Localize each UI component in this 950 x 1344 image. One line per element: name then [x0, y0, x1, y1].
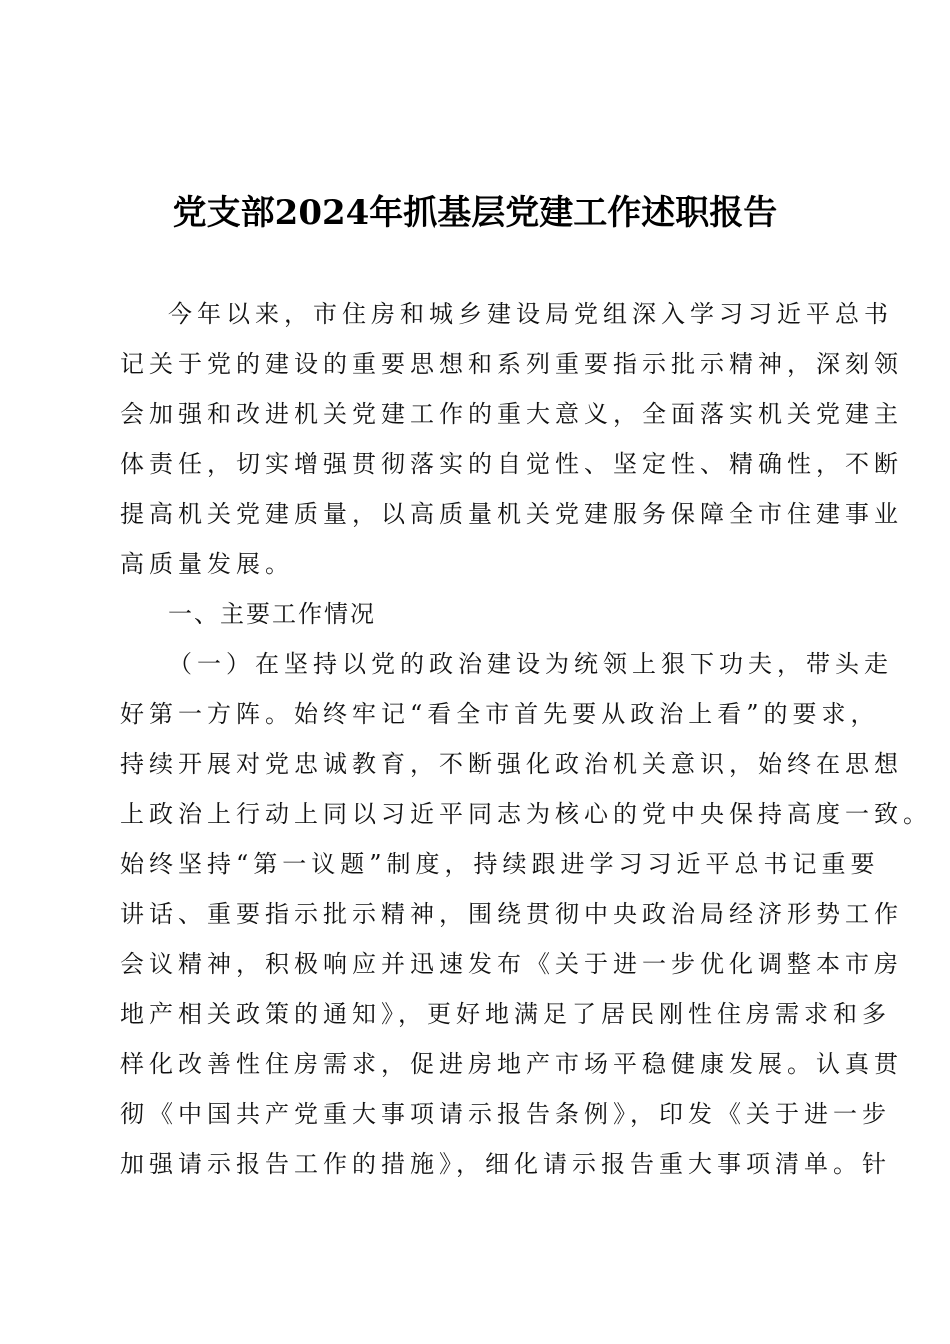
paragraph-line: 今年以来，市住房和城乡建设局党组深入学习习近平总书	[168, 300, 893, 328]
paragraph-line: 好第一方阵。始终牢记“看全市首先要从政治上看”的要求，	[120, 700, 880, 728]
paragraph-line: 始终坚持“第一议题”制度，持续跟进学习习近平总书记重要	[120, 850, 880, 878]
paragraph-line: 地产相关政策的通知》，更好地满足了居民刚性住房需求和多	[120, 1000, 891, 1028]
section-heading: 一、主要工作情况	[168, 600, 376, 628]
paragraph-line: （一）在坚持以党的政治建设为统领上狠下功夫，带头走	[168, 650, 893, 678]
paragraph-line: 持续开展对党忠诚教育，不断强化政治机关意识，始终在思想	[120, 750, 903, 778]
document-title: 党支部2024年抓基层党建工作述职报告	[172, 193, 778, 233]
paragraph-line: 高质量发展。	[120, 550, 294, 578]
paragraph-line: 彻《中国共产党重大事项请示报告条例》，印发《关于进一步	[120, 1100, 891, 1128]
paragraph-line: 提高机关党建质量，以高质量机关党建服务保障全市住建事业	[120, 500, 903, 528]
paragraph-line: 体责任，切实增强贯彻落实的自觉性、坚定性、精确性，不断	[120, 450, 903, 478]
paragraph-line: 会加强和改进机关党建工作的重大意义，全面落实机关党建主	[120, 400, 903, 428]
paragraph-line: 记关于党的建设的重要思想和系列重要指示批示精神，深刻领	[120, 350, 903, 378]
paragraph-line: 上政治上行动上同以习近平同志为核心的党中央保持高度一致。	[120, 800, 932, 828]
paragraph-line: 样化改善性住房需求，促进房地产市场平稳健康发展。认真贯	[120, 1050, 903, 1078]
paragraph-line: 加强请示报告工作的措施》，细化请示报告重大事项清单。针	[120, 1150, 891, 1178]
paragraph-line: 会议精神，积极响应并迅速发布《关于进一步优化调整本市房	[120, 950, 903, 978]
paragraph-line: 讲话、重要指示批示精神，围绕贯彻中央政治局经济形势工作	[120, 900, 903, 928]
